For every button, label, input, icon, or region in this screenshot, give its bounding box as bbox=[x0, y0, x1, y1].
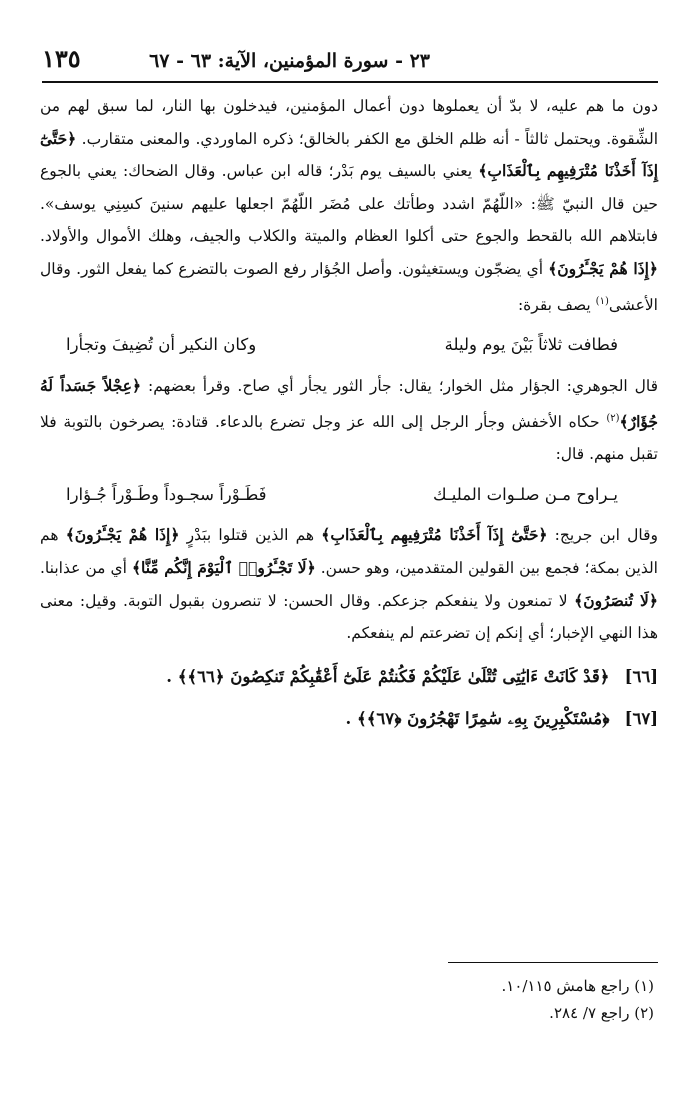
poem-verse-1 bbox=[66, 329, 618, 362]
text-run: يصف بقرة: bbox=[517, 295, 591, 314]
ayah-67 bbox=[40, 704, 658, 734]
quran-quote: ﴿حَتَّىٰٓ إِذَآ أَخَذْنَا مُتْرَفِيهِم بِٱلْعَذَابِ﴾ bbox=[40, 128, 659, 181]
ayah-number: [٦٦] bbox=[624, 666, 658, 686]
quran-quote: ﴿حَتَّىٰٓ إِذَآ أَخَذْنَا مُتْرَفِيهِم بِٱلْعَذَابِ﴾ bbox=[321, 525, 548, 545]
footnote-2: (٢) راجع ٧/ ٢٨٤. bbox=[549, 1004, 654, 1022]
ayah-number: [٦٧] bbox=[624, 708, 658, 728]
text-run: يعني بالسيف يوم بَدْر؛ قاله ابن عباس. وقال الضحاك: يعني بالجوع حين قال النبيّ ﷺ: «اللّهُمّ اشدد وطأتك على مُضَر اللّهُمّ اجعلها عليهم سنينَ كسِنِي يوسف». فابتلاهم الله بالقحط والجوع حتى أكلوا العظام والميتة والكلاب والجيف، وهلك الأموال والأولاد. bbox=[40, 162, 658, 246]
footnote-ref: (١) bbox=[595, 295, 609, 307]
quran-quote: ﴿إِذَا هُمْ يَجْـَٔرُونَ﴾ bbox=[65, 525, 180, 545]
paragraph-2 bbox=[40, 370, 658, 471]
hemistich-first: فطافت ثلاثاً بَيْنَ يوم وليلة bbox=[444, 335, 618, 355]
quran-quote: ﴿لَا تَجْـَٔرُوا۟ ٱلْيَوْمَ إِنَّكُم مِّنَّا﴾ bbox=[131, 558, 316, 578]
text-run: هم الذين بمكة؛ فجمع بين القولين المتقدمين، وهو حسن. bbox=[40, 526, 658, 578]
hemistich-second: فَطَـوْراً سجـوداً وطَـوْراً جُـؤارا bbox=[66, 484, 267, 504]
header-divider bbox=[42, 81, 658, 83]
footnotes bbox=[501, 973, 654, 1027]
page-number: ١٣٥ bbox=[42, 44, 81, 73]
footnote-1: (١) راجع هامش ١٠/١١٥. bbox=[501, 977, 654, 995]
text-run: حكاه الأخفش وجأر الرجل إلى الله عز وجل تضرع بالدعاء. قتادة: يصرخون بالتوبة فلا تقبل منهم. قال: bbox=[40, 412, 658, 464]
text-run: لا تمنعون ولا ينفعكم جزعكم. وقال الحسن: لا تنصرون بقبول التوبة. وقيل: معنى هذا النهي الإخبار؛ أي إنكم إن تضرعتم لم ينفعكم. bbox=[40, 591, 658, 643]
text-run: دون ما هم عليه، لا بدّ أن يعملوها دون أعمال المؤمنين، فيدخلون بها النار، لما سبق لهم من الشِّقوة. ويحتمل ثالثاً - أنه ظلم الخلق مع الكفر بالخالق؛ ذكره الماوردي. والمعنى متقارب. bbox=[40, 97, 658, 148]
spacer bbox=[40, 692, 658, 704]
running-title: ٢٣ - سورة المؤمنين، الآية: ٦٣ - ٦٧ bbox=[149, 50, 430, 72]
paragraph-3 bbox=[40, 519, 658, 649]
spacer bbox=[40, 650, 658, 662]
text-run: أي من عذابنا. bbox=[40, 559, 127, 578]
ayah-66 bbox=[40, 662, 658, 692]
quran-quote: ﴿إِذَا هُمْ يَجْـَٔرُونَ﴾ bbox=[548, 258, 658, 278]
text-run: أي يضجّون ويستغيثون. وأصل الجُؤار رفع الصوت بالتضرع كما يفعل الثور. وقال الأعشى bbox=[40, 259, 658, 314]
text-run: وقال ابن جريج: bbox=[554, 526, 658, 545]
quran-quote: ﴿لَا تُنصَرُونَ﴾ bbox=[574, 590, 658, 610]
text-run: هم الذين قتلوا ببَدْرٍ bbox=[186, 526, 315, 545]
ayah-text: ﴿قَدْ كَانَتْ ءَايَٰتِى تُتْلَىٰ عَلَيْكُمْ فَكُنتُمْ عَلَىٰٓ أَعْقَٰبِكُمْ تَنكِصُونَ ﴿٦٦﴾﴾ . bbox=[166, 666, 610, 686]
commentary-body bbox=[40, 90, 658, 734]
hemistich-second: وكان النكير أن تُضِيفَ وتجأرا bbox=[66, 335, 257, 355]
hemistich-first: يـراوح مـن صلـوات المليـك bbox=[433, 484, 618, 504]
quran-quote: ﴿عِجْلاً جَسَداً لَهُ جُؤَارٌ﴾ bbox=[40, 375, 658, 431]
footnote-ref: (٢) bbox=[606, 412, 620, 424]
paragraph-1 bbox=[40, 90, 658, 321]
page-header bbox=[40, 40, 660, 80]
footnote-divider bbox=[448, 962, 658, 963]
poem-verse-2 bbox=[66, 479, 618, 512]
text-run: قال الجوهري: الجؤار مثل الخوار؛ يقال: جأر الثور يجأر أي صاح. وقرأ بعضهم: bbox=[148, 376, 658, 395]
ayah-text: ﴿مُسْتَكْبِرِينَ بِهِۦ سَٰمِرًا تَهْجُرُونَ ﴿٦٧﴾﴾ . bbox=[345, 708, 610, 728]
